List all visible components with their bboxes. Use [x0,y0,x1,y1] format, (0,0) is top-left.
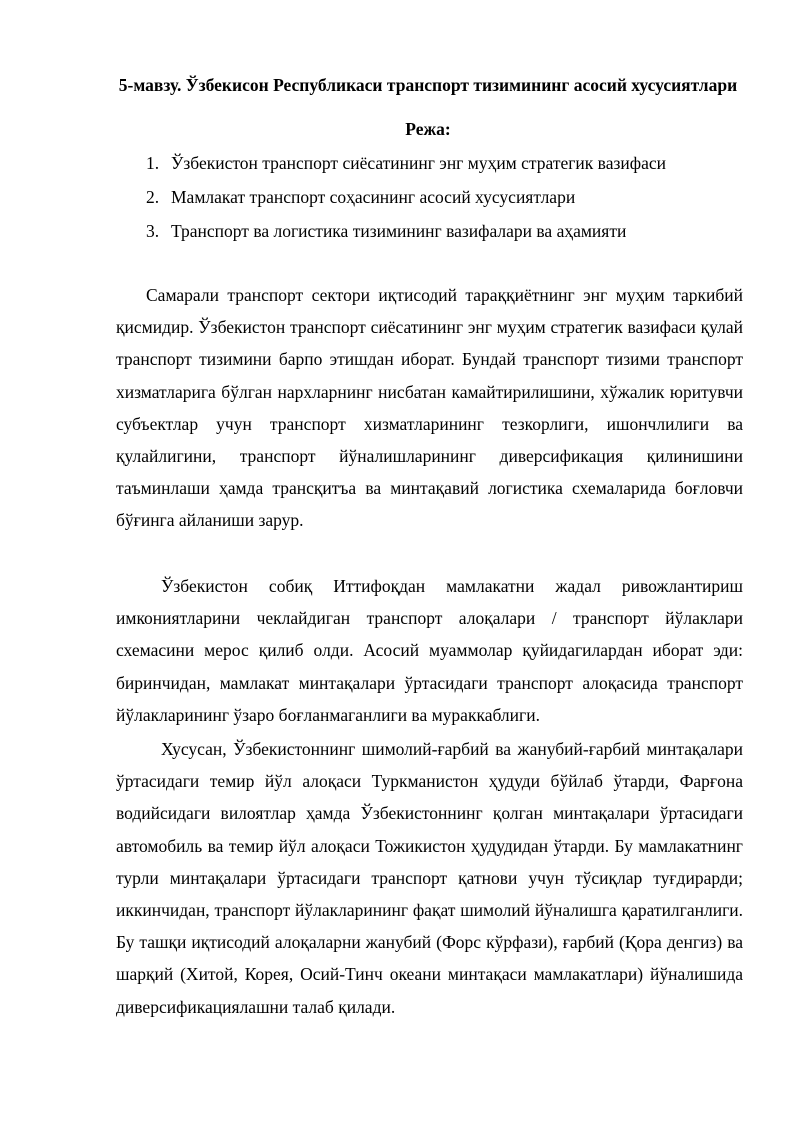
plan-item-number: 1. [146,153,160,173]
plan-item-text: Ўзбекистон транспорт сиёсатининг энг муҳим стратегик вазифаси [171,153,666,173]
plan-heading: Режа: [405,119,451,139]
document-title: 5-мавзу. Ўзбекисон Республикаси транспорт тизимининг асосий хусусиятлари [118,75,738,95]
body-paragraph: Ўзбекистон собиқ Иттифоқдан мамлакатни жадал ривожлантириш имкониятларини чеклайдиган транспорт алоқалари / транспорт йўлаклари схемасини мерос қилиб олди. Асосий муаммолар қуйидагилардан иборат эди: биринчидан, мамлакат минтақалари ўртасидаги транспорт алоқасида транспорт йўлакларининг ўзаро боғланмаганлиги ва мураккаблиги. [116,576,743,725]
plan-item-number: 2. [146,187,160,207]
body-paragraph: Хусусан, Ўзбекистоннинг шимолий-ғарбий ва жанубий-ғарбий минтақалари ўртасидаги темир йўл алоқаси Туркманистон ҳудуди бўйлаб ўтарди, Фарғона водийсидаги вилоятлар ҳамда Ўзбекистоннинг қолган минтақалари ўртасидаги автомобиль ва темир йўл алоқаси Тожикистон ҳудудидан ўтарди. Бу мамлакатнинг турли минтақалари ўртасидаги транспорт қатнови учун тўсиқлар туғдирарди; иккинчидан, транспорт йўлакларининг фақат шимолий йўналишга қаратилганлиги. Бу ташқи иқтисодий алоқаларни жанубий (Форс кўрфази), ғарбий (Қора денгиз) ва шарқий (Хитой, Корея, Осий-Тинч океани минтақаси мамлакатлари) йўналишида диверсификациялашни талаб қилади. [116,739,743,1017]
plan-item-number: 3. [146,221,160,241]
plan-item-text: Транспорт ва логистика тизимининг вазифалари ва аҳамияти [171,221,627,241]
plan-list [146,150,666,252]
plan-item-text: Мамлакат транспорт соҳасининг асосий хусусиятлари [171,187,576,207]
body-paragraph: Самарали транспорт сектори иқтисодий тараққиётнинг энг муҳим таркибий қисмидир. Ўзбекистон транспорт сиёсатининг энг муҳим стратегик вазифаси қулай транспорт тизимини барпо этишдан иборат. Бундай транспорт тизими транспорт хизматларига бўлган нархларнинг нисбатан камайтирилишини, хўжалик юритувчи субъектлар учун транспорт хизматларининг тезкорлиги, ишончлилиги ва қулайлигини, транспорт йўналишларининг диверсификация қилинишини таъминлаши ҳамда трансқитъа ва минтақавий логистика схемаларида боғловчи бўғинга айланиши зарур. [116,285,743,531]
plan-item [146,184,666,218]
plan-item [146,150,666,184]
plan-item [146,218,666,252]
